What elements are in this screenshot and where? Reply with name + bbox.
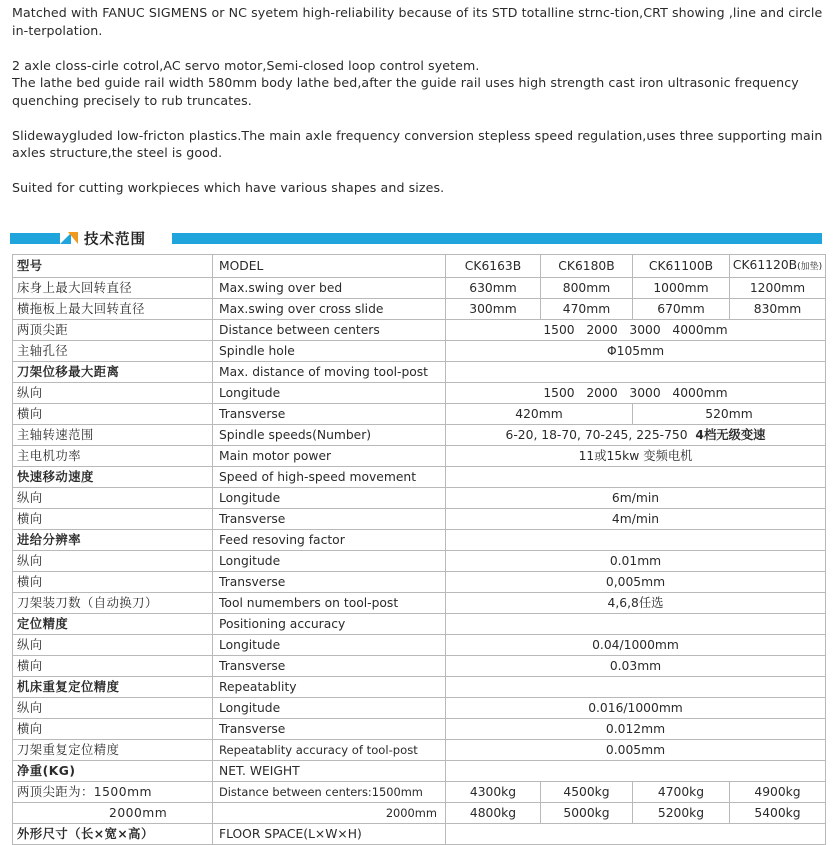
row-label-zh: 刀架装刀数（自动换刀）	[13, 593, 213, 614]
table-row	[13, 278, 826, 299]
cell-empty	[446, 530, 826, 551]
intro-paragraph-1: Matched with FANUC SIGMENS or NC syetem high-reliability because of its STD totalline strnc-tion,CRT showing ,line and circle in-terpolation.	[12, 5, 823, 38]
row-label-zh: 外形尺寸（长×宽×高）	[13, 824, 213, 845]
row-label-en: Max.swing over bed	[213, 278, 446, 299]
cell-value: 6m/min	[446, 488, 826, 509]
cell-value: 5000kg	[541, 803, 633, 824]
heading-triangle-orange	[68, 232, 78, 244]
cell-value: 1500 2000 3000 4000mm	[446, 383, 826, 404]
cell-value: 5200kg	[633, 803, 730, 824]
cell-value: 0.03mm	[446, 656, 826, 677]
cell-value: 1000mm	[633, 278, 730, 299]
spindle-speed-values: 6-20, 18-70, 70-245, 225-750	[505, 428, 688, 442]
row-label-en: Speed of high-speed movement	[213, 467, 446, 488]
intro-paragraph-4: Suited for cutting workpieces which have various shapes and sizes.	[12, 180, 445, 195]
row-label-zh: 刀架重复定位精度	[13, 740, 213, 761]
row-label-zh: 净重(KG)	[13, 761, 213, 782]
row-label-zh: 横向	[13, 719, 213, 740]
cell-value	[446, 425, 826, 446]
row-label-zh: 床身上最大回转直径	[13, 278, 213, 299]
row-label-zh: 纵向	[13, 383, 213, 404]
model-4-name: CK61120B	[732, 258, 798, 272]
table-row	[13, 740, 826, 761]
cell-value: 470mm	[541, 299, 633, 320]
table-row	[13, 593, 826, 614]
table-row	[13, 635, 826, 656]
row-label-en: Transverse	[213, 509, 446, 530]
row-label-en: Transverse	[213, 656, 446, 677]
table-row	[13, 614, 826, 635]
row-label-en: NET. WEIGHT	[213, 761, 446, 782]
table-row	[13, 572, 826, 593]
row-label-en: Main motor power	[213, 446, 446, 467]
cell-value: 4500kg	[541, 782, 633, 803]
table-row	[13, 656, 826, 677]
cell-value: 0.012mm	[446, 719, 826, 740]
row-label-en: Longitude	[213, 383, 446, 404]
heading-bar-left	[10, 233, 60, 244]
row-label-zh: 机床重复定位精度	[13, 677, 213, 698]
table-row	[13, 467, 826, 488]
cell-value: 520mm	[633, 404, 826, 425]
table-row	[13, 677, 826, 698]
table-row	[13, 551, 826, 572]
row-label-zh: 纵向	[13, 698, 213, 719]
row-label-zh: 进给分辨率	[13, 530, 213, 551]
table-row	[13, 719, 826, 740]
cell-value: 1200mm	[730, 278, 826, 299]
row-label-zh: 纵向	[13, 551, 213, 572]
cell-value: 670mm	[633, 299, 730, 320]
cell-value: 300mm	[446, 299, 541, 320]
cell-value: 4900kg	[730, 782, 826, 803]
row-label-zh: 纵向	[13, 488, 213, 509]
cell-empty	[446, 824, 826, 845]
table-row	[13, 782, 826, 803]
cell-value: 0.005mm	[446, 740, 826, 761]
model-3: CK61100B	[633, 255, 730, 278]
heading-bar-right	[172, 233, 822, 244]
row-label-en: Max.swing over cross slide	[213, 299, 446, 320]
row-label-en: Distance between centers	[213, 320, 446, 341]
cell-empty	[446, 677, 826, 698]
row-label-zh: 两顶尖距	[13, 320, 213, 341]
table-row	[13, 761, 826, 782]
table-row	[13, 362, 826, 383]
cell-value: 4700kg	[633, 782, 730, 803]
cell-value: 4,6,8任选	[446, 593, 826, 614]
row-label-en: Distance between centers:1500mm	[213, 782, 446, 803]
cell-empty	[446, 761, 826, 782]
table-row	[13, 530, 826, 551]
row-label-zh: 主轴转速范围	[13, 425, 213, 446]
intro-paragraph-2b: The lathe bed guide rail width 580mm body lathe bed,after the guide rail uses high strength cast iron ultrasonic frequency quenching precisely to rub truncates.	[12, 75, 799, 108]
row-label-en: FLOOR SPACE(L×W×H)	[213, 824, 446, 845]
section-heading	[10, 228, 822, 248]
model-4-note: (加垫)	[797, 262, 823, 272]
cell-value: 5400kg	[730, 803, 826, 824]
row-label-en: Transverse	[213, 719, 446, 740]
cell-value: 0,005mm	[446, 572, 826, 593]
cell-empty	[446, 614, 826, 635]
spec-table	[12, 254, 826, 845]
row-label-en: Longitude	[213, 698, 446, 719]
row-label-en: Positioning accuracy	[213, 614, 446, 635]
intro-text	[12, 4, 827, 197]
row-label-en: Longitude	[213, 551, 446, 572]
table-row	[13, 383, 826, 404]
row-label-en: Longitude	[213, 488, 446, 509]
row-label-en: Spindle speeds(Number)	[213, 425, 446, 446]
row-label-en: Feed resoving factor	[213, 530, 446, 551]
row-label-zh: 刀架位移最大距离	[13, 362, 213, 383]
section-title: 技术范围	[84, 232, 146, 248]
cell-value: 800mm	[541, 278, 633, 299]
intro-paragraph-2a: 2 axle closs-cirle cotrol,AC servo motor,Semi-closed loop control syetem.	[12, 57, 480, 73]
table-row	[13, 255, 826, 278]
cell-value: 0.016/1000mm	[446, 698, 826, 719]
cell-value: 4300kg	[446, 782, 541, 803]
table-row	[13, 425, 826, 446]
table-row	[13, 803, 826, 824]
row-label-zh: 横拖板上最大回转直径	[13, 299, 213, 320]
row-label-zh: 横向	[13, 509, 213, 530]
row-label-en: 2000mm	[213, 803, 446, 824]
cell-value: 420mm	[446, 404, 633, 425]
cell-value: 0.04/1000mm	[446, 635, 826, 656]
row-label-zh: 主轴孔径	[13, 341, 213, 362]
table-row	[13, 488, 826, 509]
cell-value: 4m/min	[446, 509, 826, 530]
row-label-en: Transverse	[213, 404, 446, 425]
row-label-zh: 两顶尖距为：1500mm	[13, 782, 213, 803]
row-label-zh: 横向	[13, 656, 213, 677]
row-label-en: Spindle hole	[213, 341, 446, 362]
cell-value: 4800kg	[446, 803, 541, 824]
row-label-en: Longitude	[213, 635, 446, 656]
cell-value: 630mm	[446, 278, 541, 299]
spindle-speed-note: 4档无级变速	[695, 428, 766, 442]
table-row	[13, 509, 826, 530]
table-row	[13, 698, 826, 719]
cell-value: Φ105mm	[446, 341, 826, 362]
table-row	[13, 299, 826, 320]
row-label-zh: 定位精度	[13, 614, 213, 635]
row-label-zh: 型号	[13, 255, 213, 278]
cell-value: 11或15kw 变频电机	[446, 446, 826, 467]
row-label-en: Tool numembers on tool-post	[213, 593, 446, 614]
row-label-zh: 快速移动速度	[13, 467, 213, 488]
model-1: CK6163B	[446, 255, 541, 278]
cell-empty	[446, 362, 826, 383]
row-label-en: MODEL	[213, 255, 446, 278]
row-label-zh: 2000mm	[13, 803, 213, 824]
row-label-zh: 横向	[13, 404, 213, 425]
cell-empty	[446, 467, 826, 488]
cell-value: 830mm	[730, 299, 826, 320]
table-row	[13, 446, 826, 467]
table-row	[13, 320, 826, 341]
row-label-en: Repeatablity	[213, 677, 446, 698]
model-2: CK6180B	[541, 255, 633, 278]
row-label-zh: 横向	[13, 572, 213, 593]
row-label-en: Transverse	[213, 572, 446, 593]
cell-value: 1500 2000 3000 4000mm	[446, 320, 826, 341]
table-row	[13, 341, 826, 362]
row-label-zh: 纵向	[13, 635, 213, 656]
row-label-en: Repeatablity accuracy of tool-post	[213, 740, 446, 761]
cell-value: 0.01mm	[446, 551, 826, 572]
intro-paragraph-3: Slidewaygluded low-fricton plastics.The main axle frequency conversion stepless speed regulation,uses three supporting main axles structure,the steel is good.	[12, 127, 823, 160]
table-row	[13, 824, 826, 845]
row-label-en: Max. distance of moving tool-post	[213, 362, 446, 383]
table-row	[13, 404, 826, 425]
model-4	[730, 255, 826, 278]
row-label-zh: 主电机功率	[13, 446, 213, 467]
